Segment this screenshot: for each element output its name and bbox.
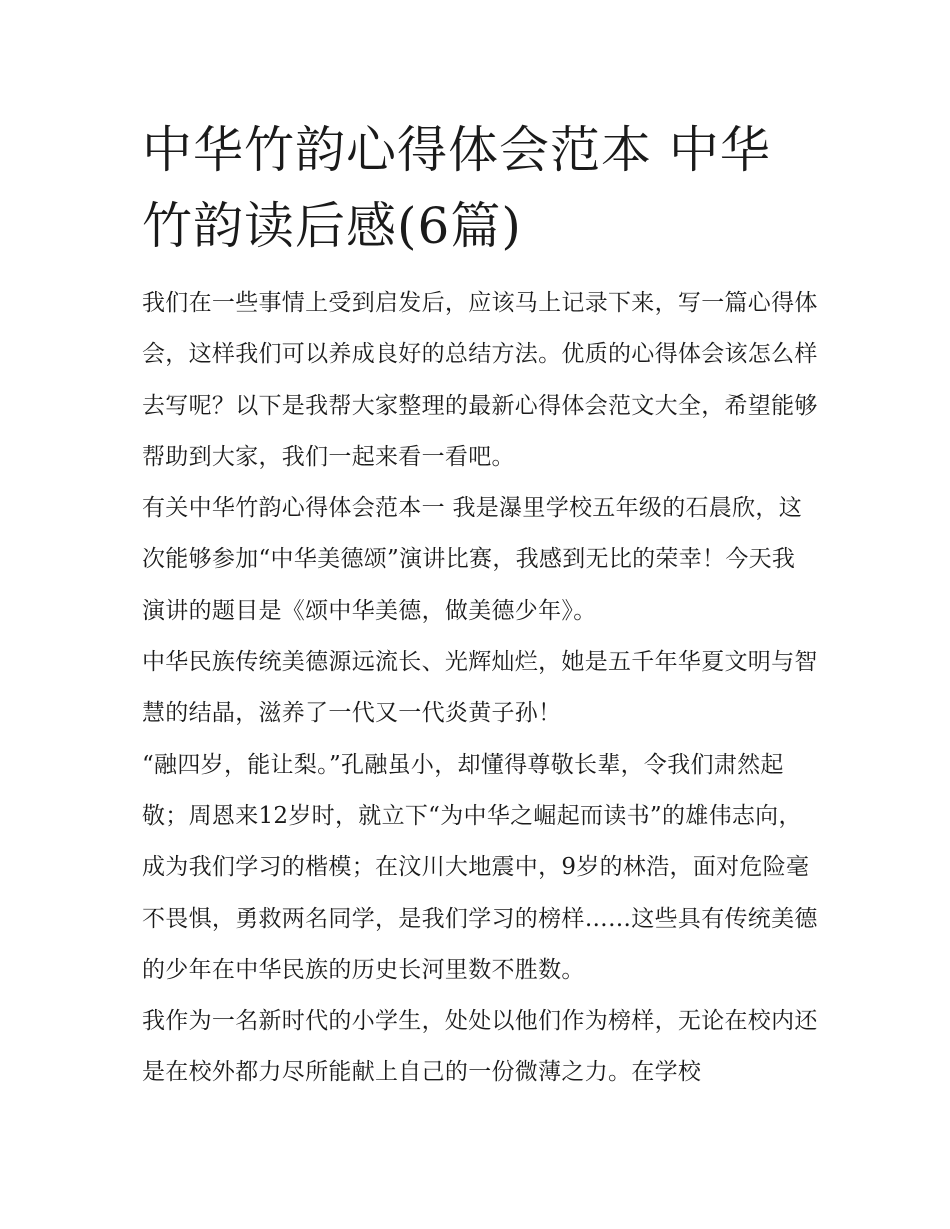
- document-title: 中华竹韵心得体会范本 中华竹韵读后感(6篇): [142, 121, 771, 255]
- paragraph-intro: 我们在一些事情上受到启发后，应该马上记录下来，写一篇心得体会，这样我们可以养成良好的总结方法。优质的心得体会该怎么样去写呢？以下是我帮大家整理的最新心得体会范文大全，希望能够帮助到大家，我们一起来看一看吧。: [142, 290, 818, 470]
- paragraph-role-models: “融四岁，能让梨。”孔融虽小，却懂得尊敬长辈，令我们肃然起敬；周恩来12岁时，就立下“为中华之崛起而读书”的雄伟志向，成为我们学习的楷模；在汶川大地震中，9岁的林浩，面对危险毫不畏惧，勇救两名同学，是我们学习的榜样……这些具有传统美德的少年在中华民族的历史长河里数不胜数。: [142, 751, 818, 983]
- document-body: [142, 278, 818, 1099]
- paragraph-personal-practice: 我作为一名新时代的小学生，处处以他们作为榜样，无论在校内还是在校外都力尽所能献上自己的一份微薄之力。在学校: [142, 1008, 818, 1086]
- paragraph-speech-opening: 有关中华竹韵心得体会范本一 我是瀑里学校五年级的石晨欣，这次能够参加“中华美德颂”演讲比赛，我感到无比的荣幸！今天我演讲的题目是《颂中华美德，做美德少年》。: [142, 495, 803, 624]
- paragraph-virtue-tradition: 中华民族传统美德源远流长、光辉灿烂，她是五千年华夏文明与智慧的结晶，滋养了一代又一代炎黄子孙！: [142, 649, 818, 727]
